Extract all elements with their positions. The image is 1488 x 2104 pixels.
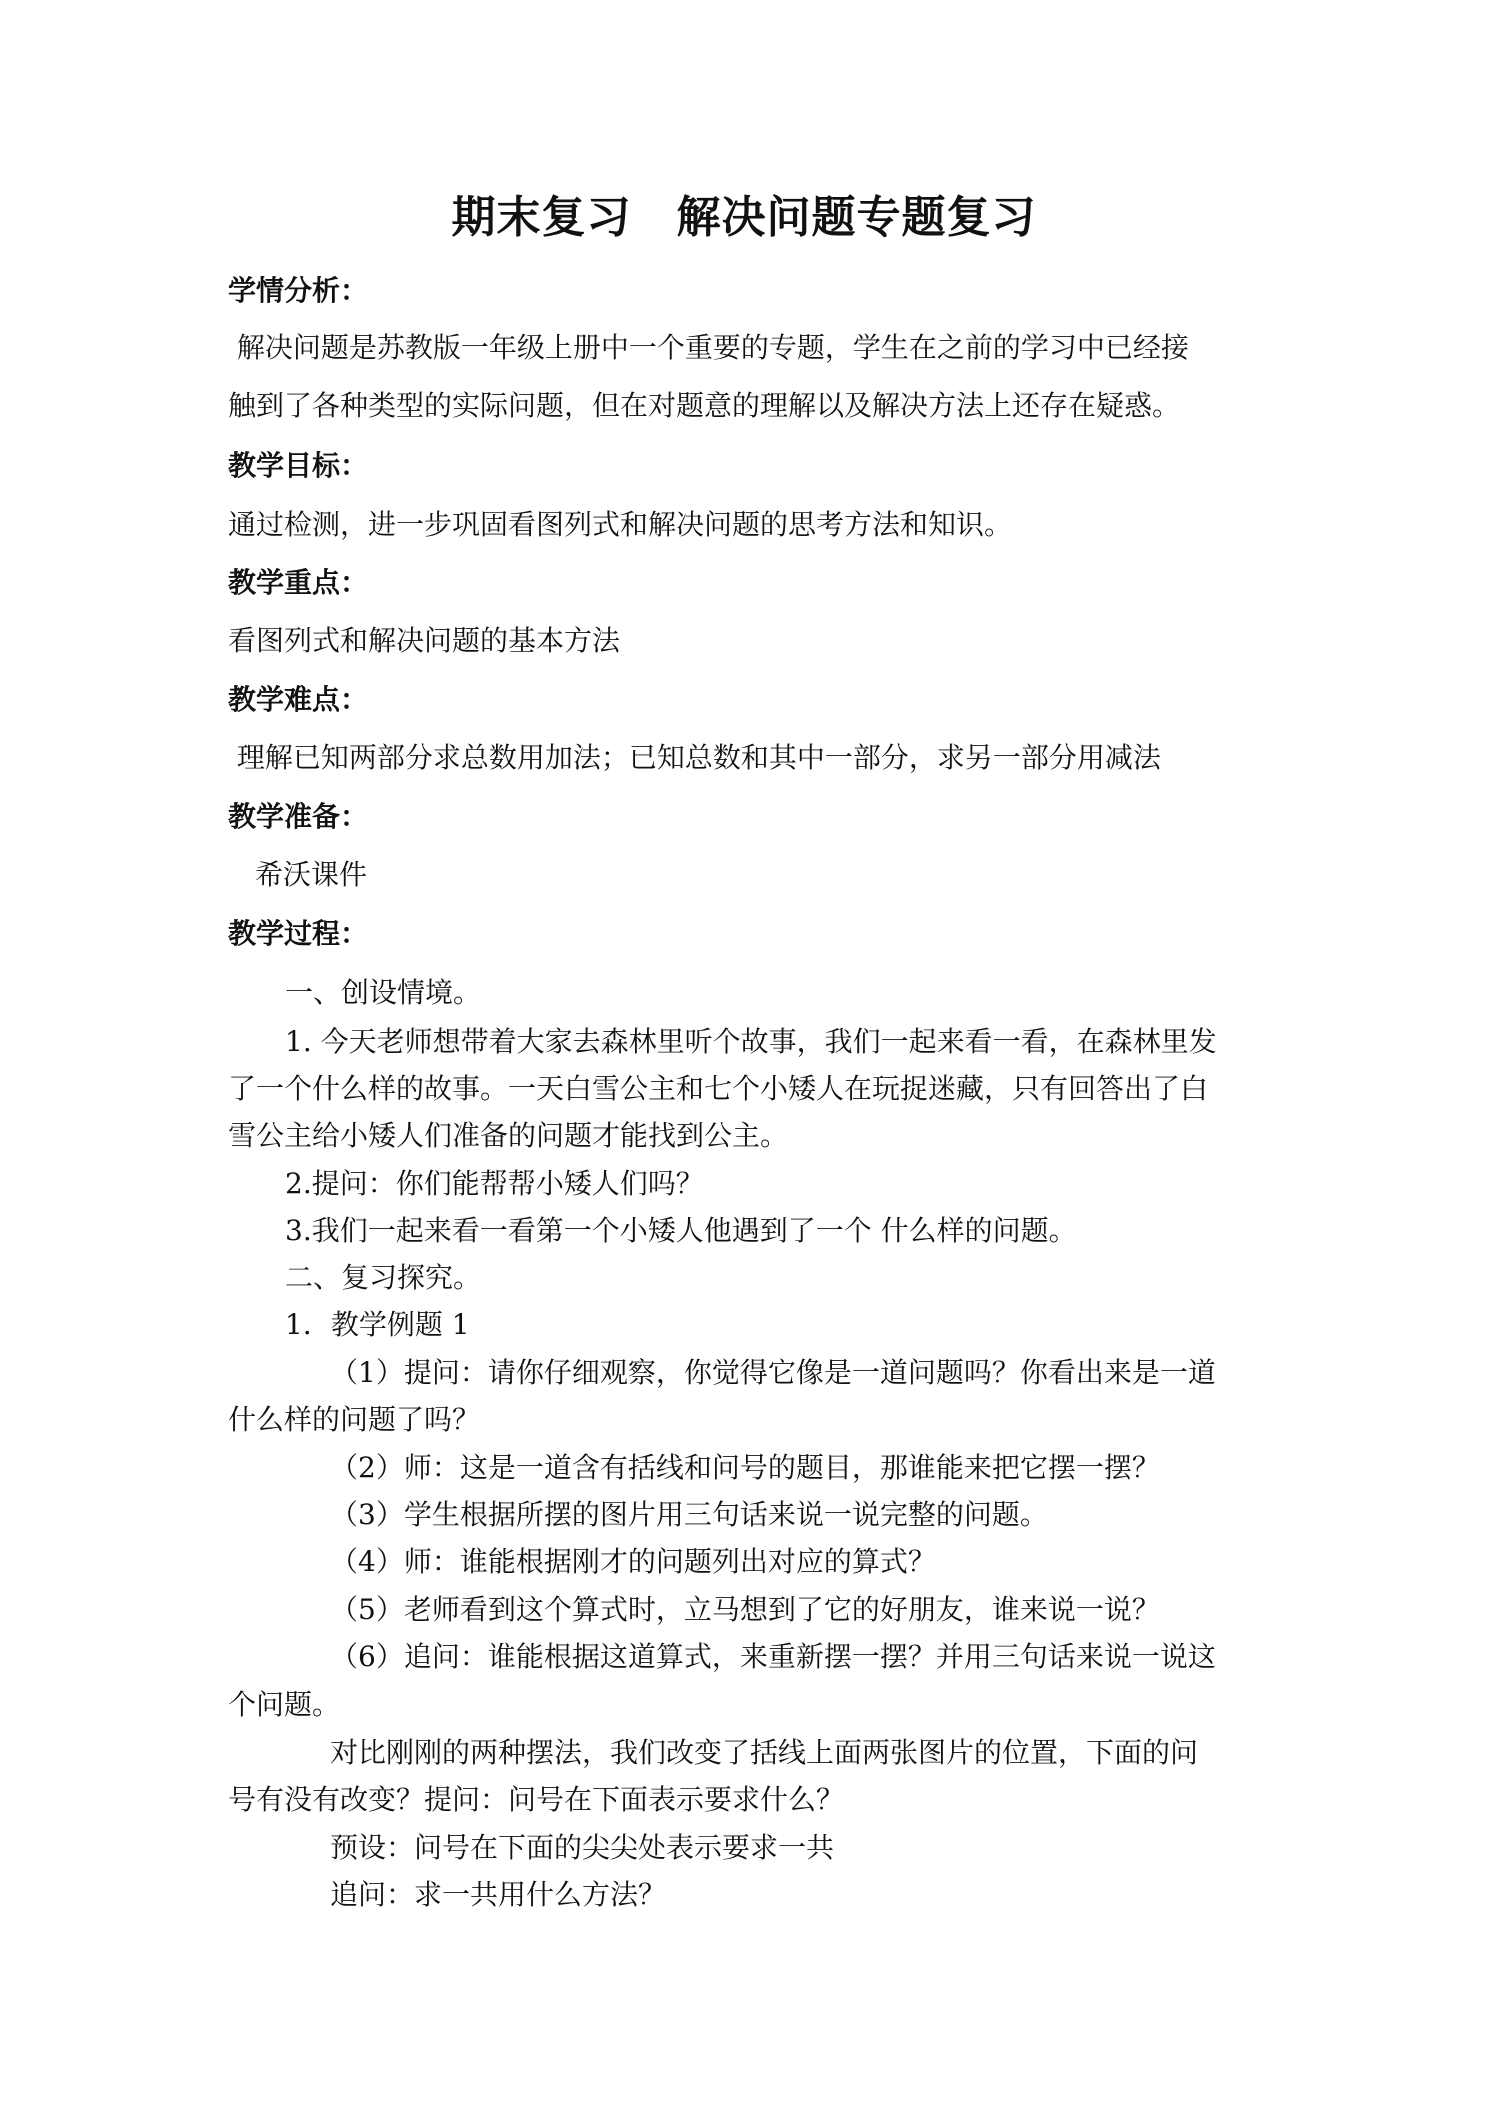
section-heading-process: 教学过程： (228, 917, 369, 950)
paragraph-line: 3.我们一起来看一看第一个小矮人他遇到了一个 什么样的问题。 (285, 1214, 1077, 1247)
paragraph-line: （2）师：这是一道含有括线和问号的题目，那谁能来把它摆一摆？ (330, 1451, 1160, 1484)
section-heading-analysis: 学情分析： (228, 274, 369, 307)
paragraph-line: （6）追问：谁能根据这道算式，来重新摆一摆？并用三句话来说一说这 (330, 1640, 1216, 1673)
document-title: 期末复习 解决问题专题复习 (451, 192, 1037, 243)
paragraph-line: 理解已知两部分求总数用加法；已知总数和其中一部分，求另一部分用减法 (228, 741, 1161, 774)
section-heading-goals: 教学目标： (228, 449, 369, 482)
paragraph-line: 预设：问号在下面的尖尖处表示要求一共 (330, 1831, 835, 1864)
paragraph-line: 什么样的问题了吗？ (228, 1403, 481, 1436)
paragraph-line: （3）学生根据所摆的图片用三句话来说一说完整的问题。 (330, 1498, 1048, 1531)
section-heading-difficulties: 教学难点： (228, 683, 369, 716)
paragraph-line: 解决问题是苏教版一年级上册中一个重要的专题，学生在之前的学习中已经接 (228, 331, 1189, 364)
section-heading-preparation: 教学准备： (228, 800, 369, 833)
paragraph-line: 一、创设情境。 (285, 976, 482, 1009)
paragraph-line: 1．教学例题 1 (285, 1308, 470, 1341)
paragraph-line: （4）师：谁能根据刚才的问题列出对应的算式？ (330, 1545, 936, 1578)
paragraph-line: （5）老师看到这个算式时，立马想到了它的好朋友，谁来说一说？ (330, 1593, 1160, 1626)
section-heading-key-points: 教学重点： (228, 566, 369, 599)
paragraph-line: 看图列式和解决问题的基本方法 (228, 624, 621, 657)
paragraph-line: 雪公主给小矮人们准备的问题才能找到公主。 (228, 1119, 789, 1152)
paragraph-line: 了一个什么样的故事。一天白雪公主和七个小矮人在玩捉迷藏，只有回答出了白 (228, 1072, 1209, 1105)
paragraph-line: 触到了各种类型的实际问题，但在对题意的理解以及解决方法上还存在疑惑。 (228, 389, 1181, 422)
paragraph-line: 号有没有改变？提问：问号在下面表示要求什么？ (228, 1783, 845, 1816)
paragraph-line: 追问：求一共用什么方法？ (330, 1878, 667, 1911)
paragraph-line: 1. 今天老师想带着大家去森林里听个故事，我们一起来看一看，在森林里发 (285, 1025, 1217, 1058)
paragraph-line: 希沃课件 (255, 858, 368, 891)
paragraph-line: 对比刚刚的两种摆法，我们改变了括线上面两张图片的位置，下面的问 (330, 1736, 1199, 1769)
paragraph-line: 个问题。 (228, 1688, 341, 1721)
paragraph-line: 2.提问：你们能帮帮小矮人们吗？ (285, 1167, 704, 1200)
paragraph-line: 二、复习探究。 (285, 1261, 482, 1294)
paragraph-line: （1）提问：请你仔细观察，你觉得它像是一道问题吗？你看出来是一道 (330, 1356, 1216, 1389)
paragraph-line: 通过检测，进一步巩固看图列式和解决问题的思考方法和知识。 (228, 508, 1013, 541)
